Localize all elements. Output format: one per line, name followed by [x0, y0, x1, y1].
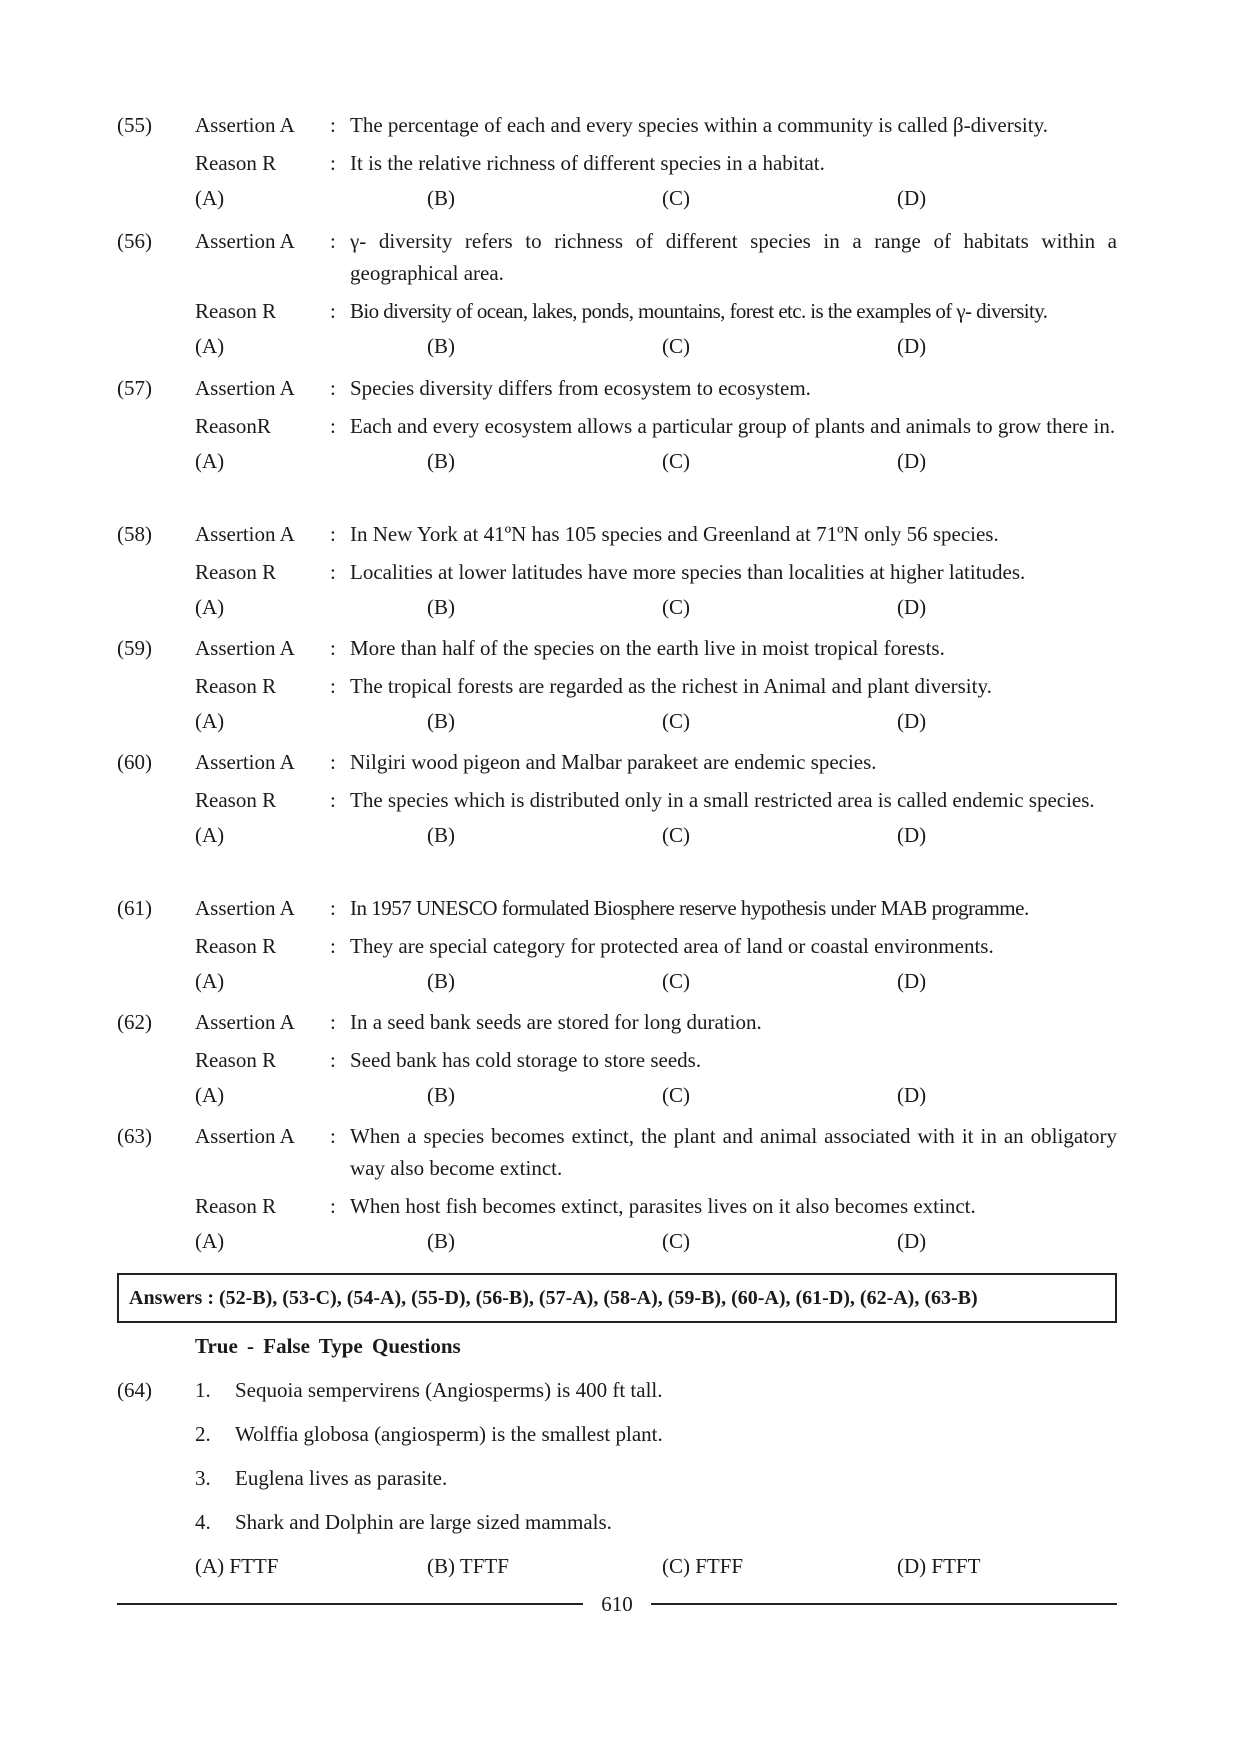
reason-label: Reason R [195, 560, 277, 584]
item-text: Shark and Dolphin are large sized mammals. [235, 1510, 612, 1534]
question-number: (55) [117, 113, 152, 137]
assertion-text: The percentage of each and every species within a community is called β-diversity. [350, 113, 1048, 137]
assertion-label: Assertion A [195, 896, 295, 920]
options-row [117, 327, 1117, 365]
option-d: (D) [897, 1229, 927, 1253]
reason-row [117, 147, 1117, 179]
assertion-label: Assertion A [195, 229, 295, 253]
question-56 [117, 225, 1117, 365]
question-number: (56) [117, 229, 152, 253]
question-number: (61) [117, 896, 152, 920]
options-row [117, 179, 1117, 217]
option-d: (D) FTFT [897, 1554, 981, 1578]
assertion-text: Nilgiri wood pigeon and Malbar parakeet are endemic species. [350, 750, 877, 774]
option-d: (D) [897, 334, 927, 358]
colon: : [330, 522, 336, 546]
assertion-text: In 1957 UNESCO formulated Biosphere reserve hypothesis under MAB programme. [350, 896, 1029, 920]
question-59 [117, 632, 1117, 740]
option-c: (C) [662, 334, 690, 358]
options-row [117, 442, 1117, 480]
footer-rule-right [651, 1603, 1117, 1605]
option-b: (B) [427, 709, 455, 733]
option-c: (C) [662, 969, 690, 993]
assertion-text: γ- diversity refers to richness of different species in a range of habitats within a geographical area. [350, 229, 1117, 285]
options-row [117, 816, 1117, 854]
question-number: (57) [117, 376, 152, 400]
assertion-text: More than half of the species on the earth live in moist tropical forests. [350, 636, 945, 660]
reason-label: Reason R [195, 151, 277, 175]
assertion-label: Assertion A [195, 113, 295, 137]
options-row [117, 1076, 1117, 1114]
option-b: (B) [427, 595, 455, 619]
question-60 [117, 746, 1117, 854]
assertion-row [117, 225, 1117, 289]
option-b: (B) TFTF [427, 1554, 509, 1578]
question-63 [117, 1120, 1117, 1260]
option-c: (C) [662, 449, 690, 473]
reason-text: The species which is distributed only in a small restricted area is called endemic species. [350, 788, 1095, 812]
assertion-row [117, 109, 1117, 141]
tf-item [117, 1412, 1117, 1456]
option-a: (A) [195, 186, 225, 210]
colon: : [330, 896, 336, 920]
item-index: 4. [195, 1510, 211, 1534]
assertion-text: When a species becomes extinct, the plant and animal associated with it in an obligatory way also become extinct. [350, 1124, 1117, 1180]
item-text: Sequoia sempervirens (Angiosperms) is 400 ft tall. [235, 1378, 663, 1402]
true-false-heading: True - False Type Questions [195, 1334, 461, 1358]
reason-row [117, 295, 1117, 327]
question-64 [117, 1368, 1117, 1588]
option-c: (C) [662, 186, 690, 210]
reason-text: Bio diversity of ocean, lakes, ponds, mountains, forest etc. is the examples of γ- diversity. [350, 299, 1048, 323]
question-number: (59) [117, 636, 152, 660]
options-row [117, 962, 1117, 1000]
option-d: (D) [897, 969, 927, 993]
assertion-row [117, 1120, 1117, 1184]
tf-options-row [117, 1544, 1117, 1588]
option-c: (C) [662, 709, 690, 733]
reason-label: ReasonR [195, 414, 271, 438]
colon: : [330, 1194, 336, 1218]
reason-text: The tropical forests are regarded as the richest in Animal and plant diversity. [350, 674, 992, 698]
option-d: (D) [897, 823, 927, 847]
option-b: (B) [427, 334, 455, 358]
colon: : [330, 1048, 336, 1072]
question-61 [117, 892, 1117, 1000]
colon: : [330, 934, 336, 958]
option-a: (A) [195, 595, 225, 619]
question-62 [117, 1006, 1117, 1114]
assertion-label: Assertion A [195, 1124, 295, 1148]
page-footer [117, 1584, 1117, 1624]
question-57 [117, 372, 1117, 480]
reason-text: Seed bank has cold storage to store seeds. [350, 1048, 702, 1072]
item-text: Euglena lives as parasite. [235, 1466, 448, 1490]
reason-text: When host fish becomes extinct, parasites lives on it also becomes extinct. [350, 1194, 976, 1218]
colon: : [330, 151, 336, 175]
colon: : [330, 376, 336, 400]
reason-text: Localities at lower latitudes have more species than localities at higher latitudes. [350, 560, 1026, 584]
assertion-label: Assertion A [195, 522, 295, 546]
question-number: (62) [117, 1010, 152, 1034]
option-a: (A) [195, 334, 225, 358]
assertion-text: In New York at 41ºN has 105 species and Greenland at 71ºN only 56 species. [350, 522, 999, 546]
colon: : [330, 414, 336, 438]
colon: : [330, 674, 336, 698]
question-55 [117, 109, 1117, 217]
reason-label: Reason R [195, 674, 277, 698]
colon: : [330, 299, 336, 323]
assertion-text: Species diversity differs from ecosystem to ecosystem. [350, 376, 811, 400]
question-number: (58) [117, 522, 152, 546]
option-a: (A) [195, 1083, 225, 1107]
option-c: (C) [662, 595, 690, 619]
item-text: Wolffia globosa (angiosperm) is the smallest plant. [235, 1422, 663, 1446]
reason-row [117, 410, 1117, 442]
question-number: (63) [117, 1124, 152, 1148]
footer-rule-left [117, 1603, 583, 1605]
assertion-row [117, 746, 1117, 778]
assertion-row [117, 632, 1117, 664]
colon: : [330, 113, 336, 137]
reason-label: Reason R [195, 788, 277, 812]
colon: : [330, 750, 336, 774]
colon: : [330, 636, 336, 660]
colon: : [330, 229, 336, 253]
assertion-label: Assertion A [195, 1010, 295, 1034]
option-a: (A) [195, 823, 225, 847]
reason-text: They are special category for protected area of land or coastal environments. [350, 934, 994, 958]
reason-row [117, 1190, 1117, 1222]
option-b: (B) [427, 969, 455, 993]
reason-row [117, 556, 1117, 588]
item-index: 2. [195, 1422, 211, 1446]
item-index: 1. [195, 1378, 211, 1402]
reason-text: Each and every ecosystem allows a particular group of plants and animals to grow there in. [350, 414, 1116, 438]
assertion-text: In a seed bank seeds are stored for long duration. [350, 1010, 762, 1034]
options-row [117, 1222, 1117, 1260]
option-b: (B) [427, 823, 455, 847]
reason-row [117, 1044, 1117, 1076]
assertion-label: Assertion A [195, 636, 295, 660]
page-number: 610 [601, 1592, 633, 1616]
reason-row [117, 930, 1117, 962]
reason-label: Reason R [195, 1194, 277, 1218]
reason-label: Reason R [195, 299, 277, 323]
option-c: (C) FTFF [662, 1554, 744, 1578]
option-d: (D) [897, 186, 927, 210]
option-b: (B) [427, 1083, 455, 1107]
tf-item [117, 1456, 1117, 1500]
option-b: (B) [427, 449, 455, 473]
reason-label: Reason R [195, 1048, 277, 1072]
option-a: (A) FTTF [195, 1554, 279, 1578]
colon: : [330, 1124, 336, 1148]
assertion-row [117, 372, 1117, 404]
assertion-row [117, 892, 1117, 924]
option-a: (A) [195, 449, 225, 473]
option-a: (A) [195, 709, 225, 733]
options-row [117, 702, 1117, 740]
item-index: 3. [195, 1466, 211, 1490]
question-number: (64) [117, 1378, 152, 1402]
answers-box: Answers : (52-B), (53-C), (54-A), (55-D), (56-B), (57-A), (58-A), (59-B), (60-A), (61-D), (62-A), (63-B) [117, 1273, 1117, 1323]
assertion-label: Assertion A [195, 750, 295, 774]
option-c: (C) [662, 1083, 690, 1107]
option-c: (C) [662, 1229, 690, 1253]
colon: : [330, 788, 336, 812]
assertion-row [117, 1006, 1117, 1038]
options-row [117, 588, 1117, 626]
option-d: (D) [897, 1083, 927, 1107]
option-c: (C) [662, 823, 690, 847]
option-b: (B) [427, 186, 455, 210]
question-number: (60) [117, 750, 152, 774]
question-58 [117, 518, 1117, 626]
tf-item [117, 1500, 1117, 1544]
reason-row [117, 784, 1117, 816]
assertion-row [117, 518, 1117, 550]
option-b: (B) [427, 1229, 455, 1253]
option-d: (D) [897, 449, 927, 473]
colon: : [330, 560, 336, 584]
colon: : [330, 1010, 336, 1034]
reason-label: Reason R [195, 934, 277, 958]
option-a: (A) [195, 969, 225, 993]
option-a: (A) [195, 1229, 225, 1253]
option-d: (D) [897, 709, 927, 733]
tf-item [117, 1368, 1117, 1412]
reason-row [117, 670, 1117, 702]
option-d: (D) [897, 595, 927, 619]
reason-text: It is the relative richness of different species in a habitat. [350, 151, 825, 175]
assertion-label: Assertion A [195, 376, 295, 400]
